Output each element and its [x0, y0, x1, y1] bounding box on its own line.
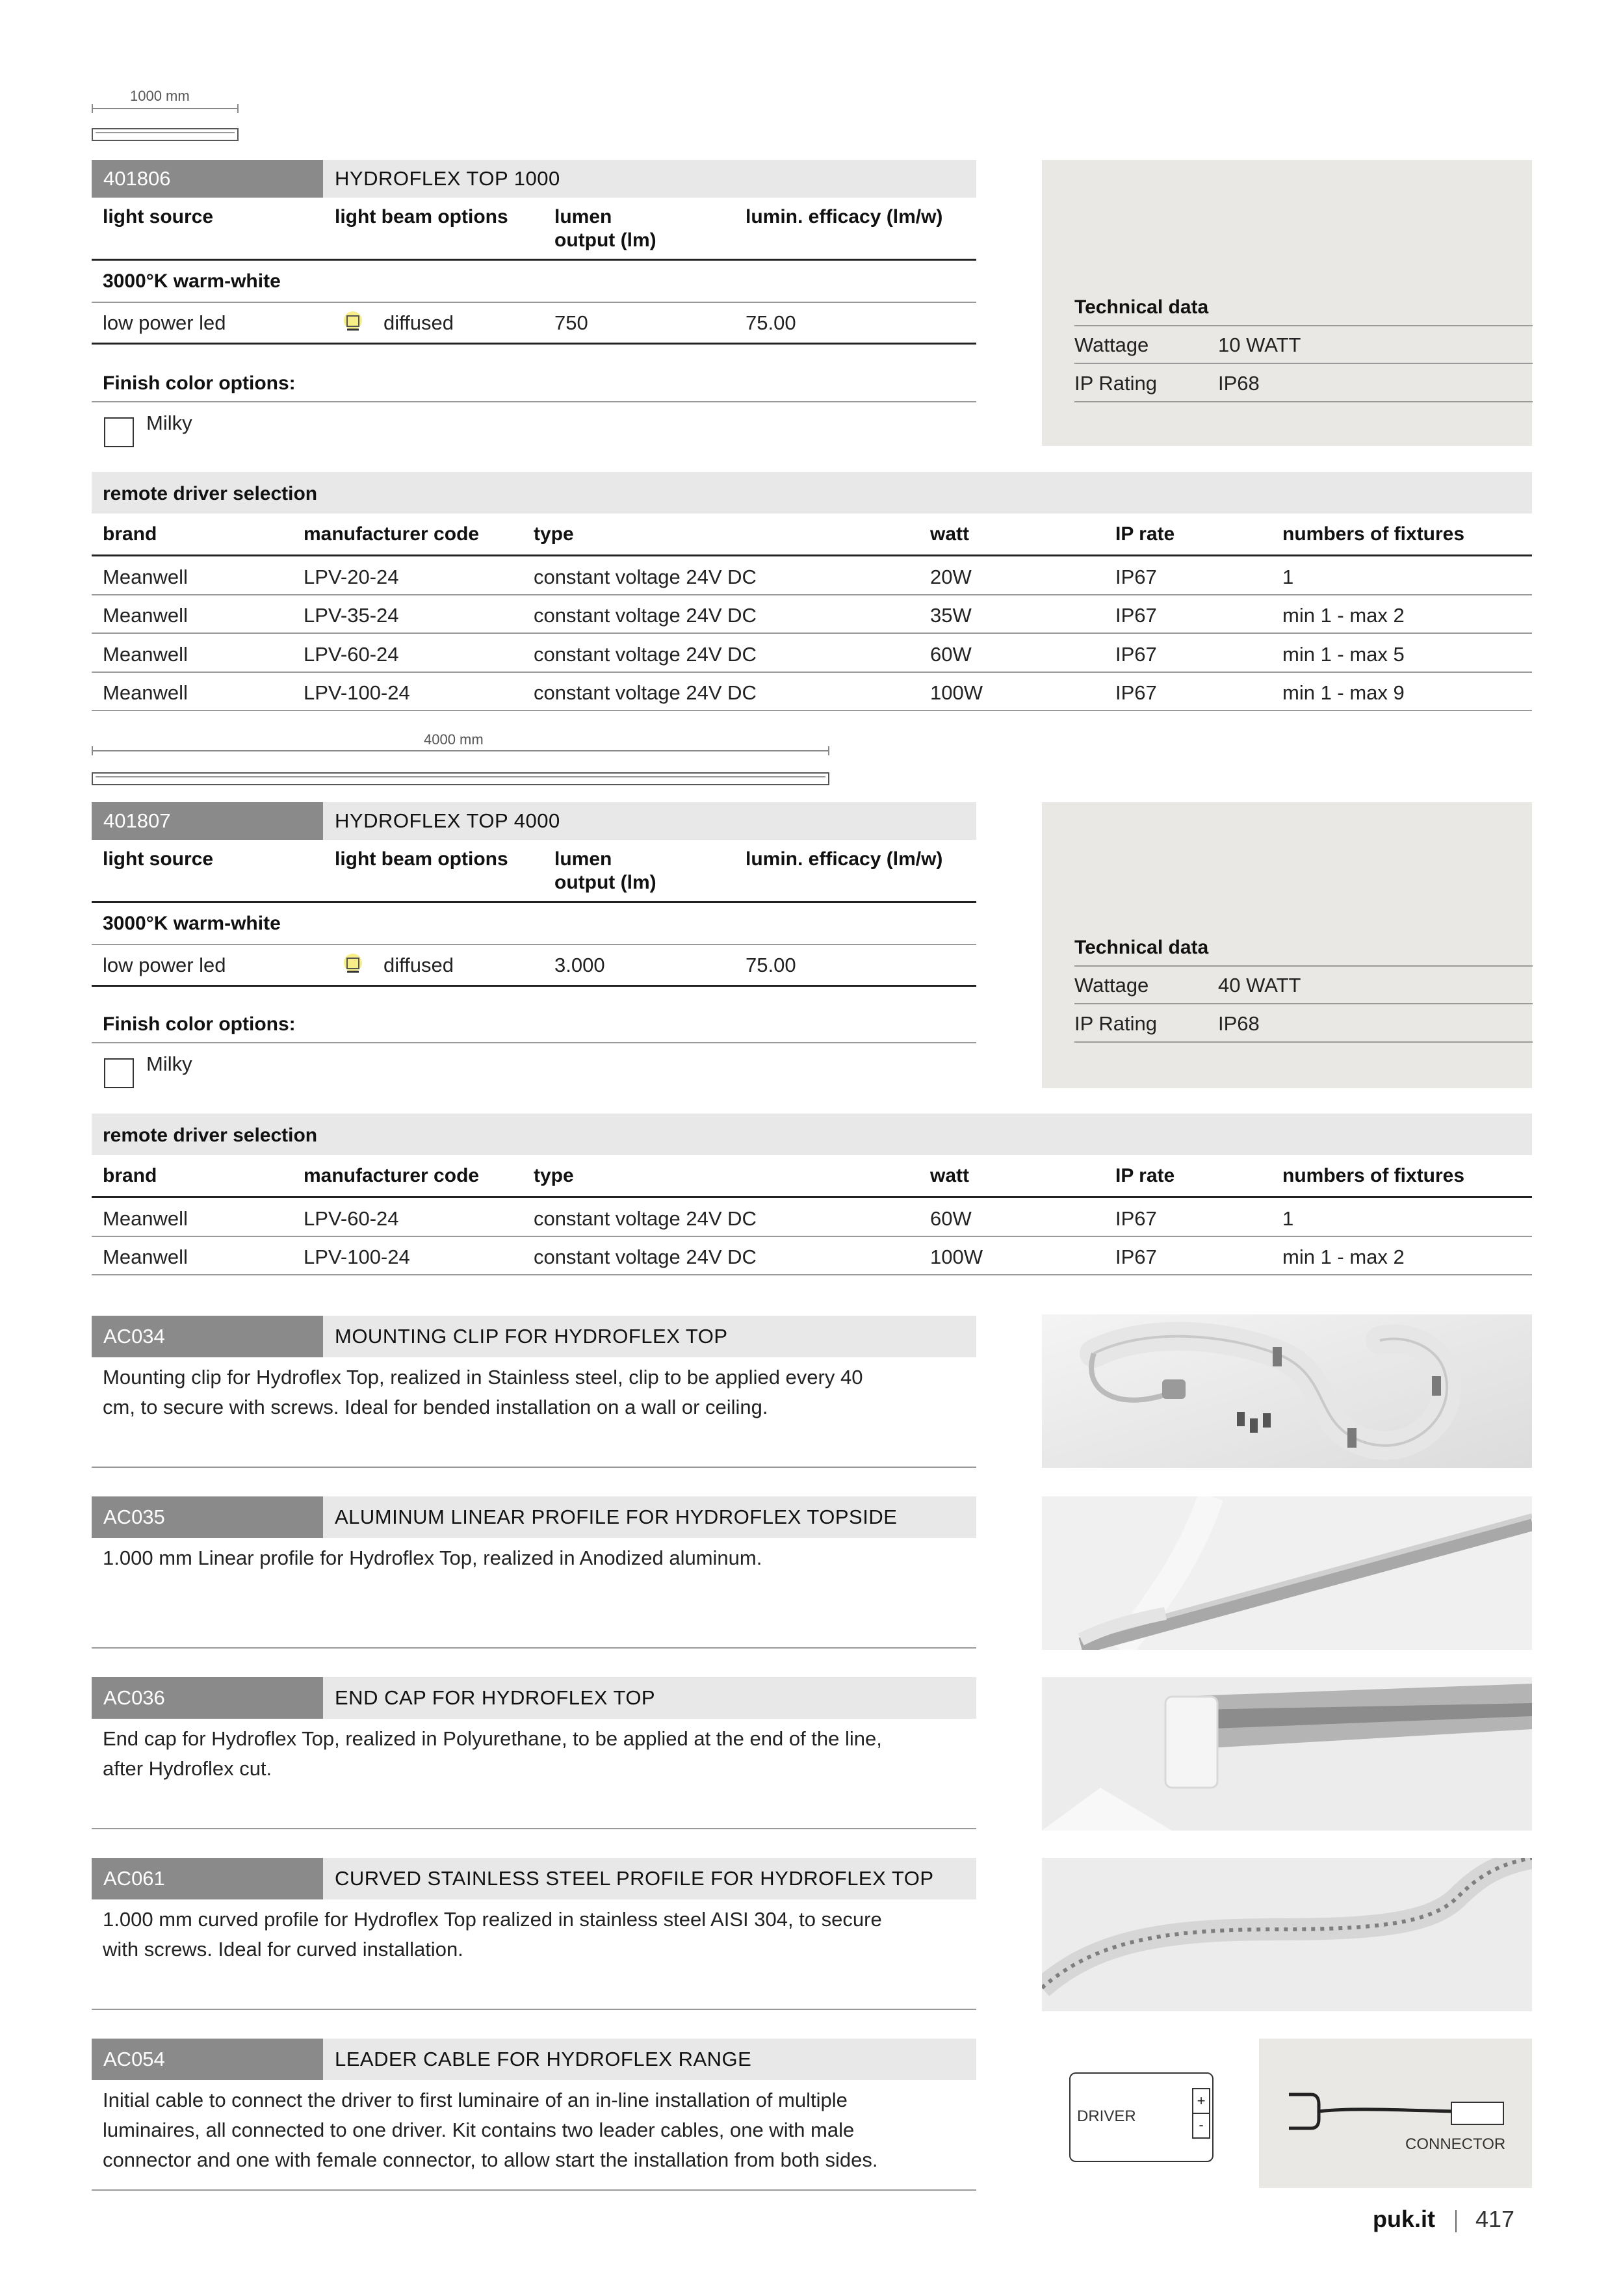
- diffused-beam-icon: [342, 953, 364, 975]
- divider: [92, 1236, 1532, 1237]
- finish-value: Milky: [146, 411, 192, 434]
- cell-code: LPV-100-24: [304, 681, 410, 704]
- divider: [1074, 363, 1533, 364]
- accessory-code: AC061: [92, 1858, 323, 1899]
- accessory-code: AC054: [92, 2039, 323, 2080]
- wattage-value: 40 WATT: [1218, 974, 1301, 997]
- diffused-beam-icon: [342, 311, 364, 333]
- col-watt: watt: [930, 1165, 969, 1186]
- cell-ip: IP67: [1115, 566, 1157, 588]
- cell-watt: 35W: [930, 604, 972, 627]
- col-lumen-unit: output (lm): [554, 229, 656, 251]
- mounting-clip-photo: [1042, 1314, 1532, 1468]
- cell-brand: Meanwell: [103, 681, 188, 704]
- lumen-value: 750: [554, 311, 588, 334]
- cell-fixtures: min 1 - max 2: [1282, 1246, 1405, 1268]
- divider: [1074, 325, 1533, 326]
- technical-data-title: Technical data: [1074, 296, 1209, 318]
- cell-watt: 100W: [930, 681, 983, 704]
- divider: [92, 594, 1532, 595]
- connector-label: CONNECTOR: [1405, 2135, 1506, 2153]
- col-type: type: [534, 523, 574, 545]
- col-efficacy: lumin. efficacy (lm/w): [746, 848, 943, 870]
- beam-value: diffused: [383, 311, 454, 334]
- finish-title: Finish color options:: [103, 372, 296, 394]
- cell-brand: Meanwell: [103, 643, 188, 666]
- dimension-label: 1000 mm: [130, 88, 190, 104]
- dimension-tick: [237, 104, 239, 113]
- dimension-tick: [828, 746, 829, 755]
- wattage-label: Wattage: [1074, 974, 1149, 997]
- accessory-name: CURVED STAINLESS STEEL PROFILE FOR HYDROFLEX TOP: [323, 1858, 976, 1899]
- divider: [92, 343, 976, 345]
- divider: [92, 259, 976, 261]
- cell-brand: Meanwell: [103, 566, 188, 588]
- col-brand: brand: [103, 523, 157, 545]
- cell-code: LPV-60-24: [304, 1207, 399, 1230]
- col-lumen: lumen: [554, 848, 612, 870]
- accessory-description-line: 1.000 mm curved profile for Hydroflex Top realized in stainless steel AISI 304, to secure: [103, 1908, 882, 1931]
- lumen-value: 3.000: [554, 954, 605, 976]
- cell-ip: IP67: [1115, 643, 1157, 666]
- col-type: type: [534, 1165, 574, 1186]
- plus-terminal: +: [1192, 2088, 1210, 2114]
- divider: [1074, 401, 1533, 402]
- product-code: 401807: [92, 802, 323, 840]
- curved-profile-photo: [1042, 1858, 1532, 2011]
- end-cap-photo: [1042, 1677, 1532, 1831]
- light-source-value: low power led: [103, 954, 226, 976]
- accessory-description-line: connector and one with female connector, to allow start the installation from both sides.: [103, 2148, 878, 2171]
- driver-selection-title: remote driver selection: [103, 483, 318, 504]
- col-light-source: light source: [103, 206, 214, 228]
- product-name: HYDROFLEX TOP 4000: [323, 802, 976, 840]
- divider: [1074, 965, 1533, 967]
- cell-code: LPV-60-24: [304, 643, 399, 666]
- divider: [92, 2009, 976, 2010]
- cell-type: constant voltage 24V DC: [534, 604, 757, 627]
- col-lumen-unit: output (lm): [554, 872, 656, 893]
- cell-fixtures: min 1 - max 5: [1282, 643, 1405, 666]
- finish-title: Finish color options:: [103, 1013, 296, 1035]
- divider: [92, 1647, 976, 1649]
- divider: [92, 1467, 976, 1468]
- cell-brand: Meanwell: [103, 1246, 188, 1268]
- cell-code: LPV-100-24: [304, 1246, 410, 1268]
- light-source-value: low power led: [103, 311, 226, 334]
- col-fixtures: numbers of fixtures: [1282, 1165, 1465, 1186]
- accessory-description-line: after Hydroflex cut.: [103, 1757, 272, 1780]
- col-manufacturer-code: manufacturer code: [304, 523, 480, 545]
- cell-fixtures: 1: [1282, 1207, 1294, 1230]
- ip-rating-value: IP68: [1218, 1012, 1260, 1035]
- cell-type: constant voltage 24V DC: [534, 1246, 757, 1268]
- cell-fixtures: min 1 - max 9: [1282, 681, 1405, 704]
- cell-watt: 20W: [930, 566, 972, 588]
- divider: [92, 633, 1532, 634]
- col-watt: watt: [930, 523, 969, 545]
- efficacy-value: 75.00: [746, 311, 796, 334]
- product-strip-drawing: [92, 128, 239, 141]
- divider: [1074, 1003, 1533, 1004]
- leader-cable-icon: [1285, 2088, 1519, 2140]
- col-manufacturer-code: manufacturer code: [304, 1165, 480, 1186]
- accessory-description-line: 1.000 mm Linear profile for Hydroflex Top, realized in Anodized aluminum.: [103, 1546, 762, 1569]
- color-temperature: 3000°K warm-white: [103, 270, 281, 292]
- wattage-value: 10 WATT: [1218, 333, 1301, 356]
- product-strip-drawing: [92, 772, 829, 785]
- dimension-label: 4000 mm: [424, 731, 484, 748]
- cell-brand: Meanwell: [103, 1207, 188, 1230]
- accessory-description-line: with screws. Ideal for curved installation.: [103, 1938, 463, 1961]
- divider: [92, 401, 976, 402]
- col-beam: light beam options: [335, 206, 508, 228]
- col-fixtures: numbers of fixtures: [1282, 523, 1465, 545]
- divider: [1074, 1041, 1533, 1043]
- accessory-name: LEADER CABLE FOR HYDROFLEX RANGE: [323, 2039, 976, 2080]
- accessory-name: MOUNTING CLIP FOR HYDROFLEX TOP: [323, 1316, 976, 1357]
- col-ip-rate: IP rate: [1115, 1165, 1175, 1186]
- col-beam: light beam options: [335, 848, 508, 870]
- dimension-line: [92, 108, 239, 109]
- col-brand: brand: [103, 1165, 157, 1186]
- wattage-label: Wattage: [1074, 333, 1149, 356]
- divider: [92, 985, 976, 987]
- divider: [92, 1828, 976, 1829]
- accessory-description-line: cm, to secure with screws. Ideal for bended installation on a wall or ceiling.: [103, 1396, 768, 1418]
- beam-value: diffused: [383, 954, 454, 976]
- cell-brand: Meanwell: [103, 604, 188, 627]
- color-temperature: 3000°K warm-white: [103, 913, 281, 934]
- divider: [92, 2189, 976, 2191]
- ip-rating-value: IP68: [1218, 372, 1260, 395]
- col-lumen: lumen: [554, 206, 612, 228]
- linear-profile-photo: [1042, 1496, 1532, 1650]
- cell-fixtures: min 1 - max 2: [1282, 604, 1405, 627]
- cell-watt: 100W: [930, 1246, 983, 1268]
- accessory-code: AC036: [92, 1677, 323, 1719]
- cell-watt: 60W: [930, 1207, 972, 1230]
- efficacy-value: 75.00: [746, 954, 796, 976]
- finish-value: Milky: [146, 1052, 192, 1075]
- cell-ip: IP67: [1115, 1207, 1157, 1230]
- accessory-description-line: luminaires, all connected to one driver. Kit contains two leader cables, one with male: [103, 2119, 855, 2141]
- finish-swatch-milky: [104, 1058, 134, 1088]
- driver-label: DRIVER: [1077, 2107, 1136, 2125]
- footer-brand: puk.it: [1373, 2206, 1435, 2232]
- ip-rating-label: IP Rating: [1074, 372, 1157, 395]
- accessory-description-line: Mounting clip for Hydroflex Top, realized in Stainless steel, clip to be applied every 40: [103, 1366, 863, 1389]
- divider: [92, 302, 976, 303]
- cell-ip: IP67: [1115, 1246, 1157, 1268]
- cell-type: constant voltage 24V DC: [534, 1207, 757, 1230]
- col-light-source: light source: [103, 848, 214, 870]
- divider: [92, 1274, 1532, 1275]
- divider: [92, 554, 1532, 556]
- cell-code: LPV-35-24: [304, 604, 399, 627]
- accessory-code: AC035: [92, 1496, 323, 1538]
- product-code: 401806: [92, 160, 323, 198]
- accessory-description-line: Initial cable to connect the driver to first luminaire of an in-line installation of multiple: [103, 2089, 848, 2111]
- page-number: 417: [1475, 2206, 1515, 2232]
- footer-separator: [1455, 2210, 1457, 2232]
- ip-rating-label: IP Rating: [1074, 1012, 1157, 1035]
- minus-terminal: -: [1192, 2113, 1210, 2139]
- divider: [92, 944, 976, 945]
- divider: [92, 1042, 976, 1043]
- finish-swatch-milky: [104, 417, 134, 447]
- divider: [92, 672, 1532, 673]
- product-name: HYDROFLEX TOP 1000: [323, 160, 976, 198]
- accessory-code: AC034: [92, 1316, 323, 1357]
- driver-selection-title: remote driver selection: [103, 1125, 318, 1146]
- dimension-line: [92, 750, 829, 751]
- accessory-name: END CAP FOR HYDROFLEX TOP: [323, 1677, 976, 1719]
- accessory-description-line: End cap for Hydroflex Top, realized in Polyurethane, to be applied at the end of the line,: [103, 1727, 882, 1750]
- accessory-name: ALUMINUM LINEAR PROFILE FOR HYDROFLEX TOPSIDE: [323, 1496, 976, 1538]
- cell-watt: 60W: [930, 643, 972, 666]
- col-efficacy: lumin. efficacy (lm/w): [746, 206, 943, 228]
- cell-fixtures: 1: [1282, 566, 1294, 588]
- cell-ip: IP67: [1115, 681, 1157, 704]
- cell-code: LPV-20-24: [304, 566, 399, 588]
- cell-ip: IP67: [1115, 604, 1157, 627]
- cell-type: constant voltage 24V DC: [534, 566, 757, 588]
- divider: [92, 901, 976, 903]
- cell-type: constant voltage 24V DC: [534, 681, 757, 704]
- technical-data-title: Technical data: [1074, 937, 1209, 958]
- divider: [92, 710, 1532, 711]
- col-ip-rate: IP rate: [1115, 523, 1175, 545]
- divider: [92, 1196, 1532, 1198]
- cell-type: constant voltage 24V DC: [534, 643, 757, 666]
